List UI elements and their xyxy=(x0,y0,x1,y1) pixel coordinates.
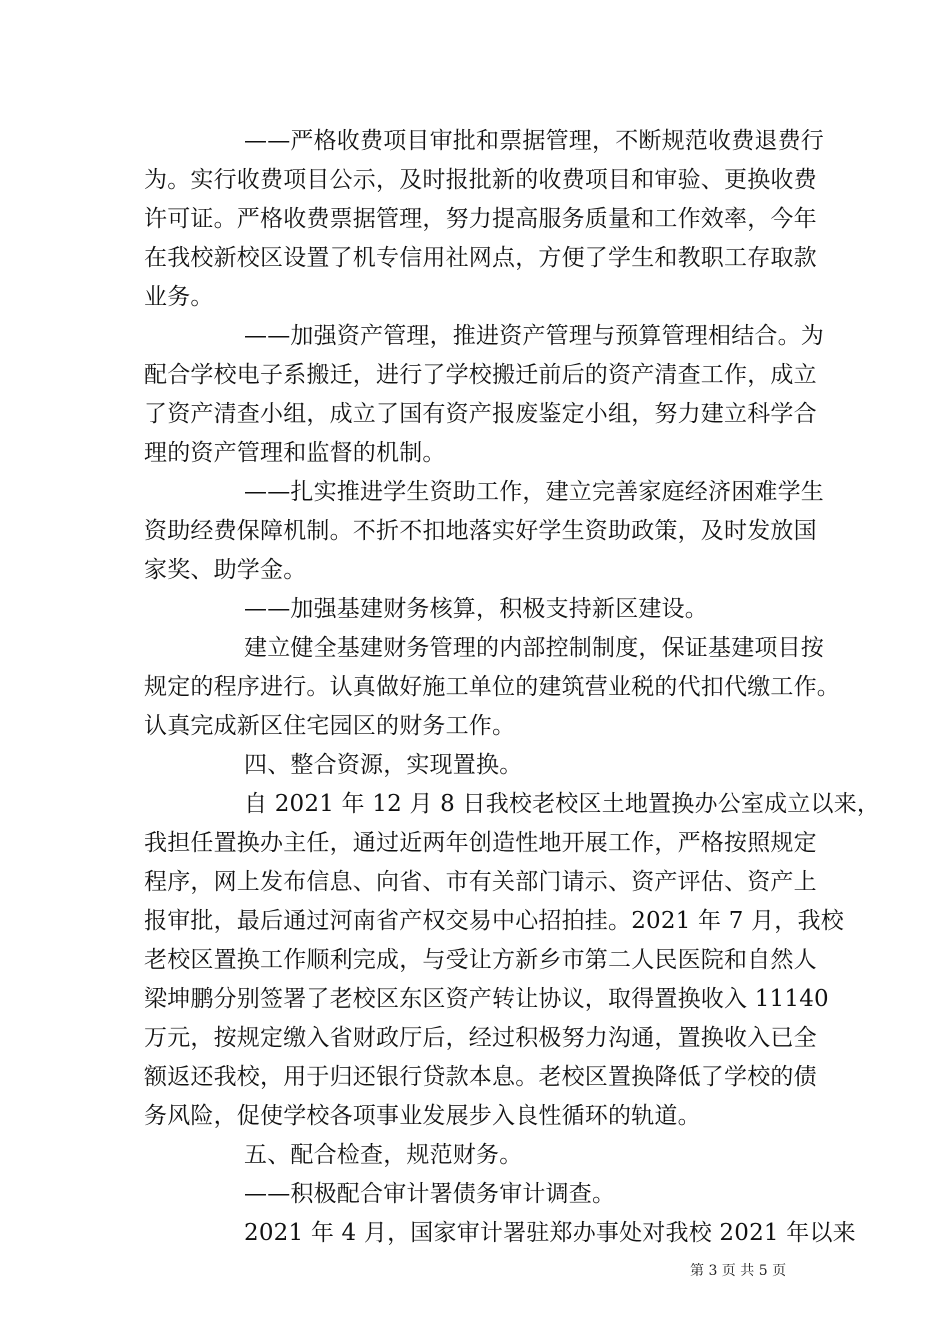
paragraph-line: 额返还我校，用于归还银行贷款本息。老校区置换降低了学校的债 xyxy=(144,1064,817,1090)
paragraph-line: 家奖、助学金。 xyxy=(144,557,307,583)
paragraph-line: 理的资产管理和监督的机制。 xyxy=(144,440,446,466)
paragraph-line: ——积极配合审计署债务审计调查。 xyxy=(244,1181,616,1207)
paragraph-line: 务风险，促使学校各项事业发展步入良性循环的轨道。 xyxy=(144,1103,701,1129)
paragraph-line: 2021 年 4 月，国家审计署驻郑办事处对我校 2021 年以来 xyxy=(244,1220,856,1246)
paragraph-line: 程序，网上发布信息、向省、市有关部门请示、资产评估、资产上 xyxy=(144,869,817,895)
paragraph-line: 规定的程序进行。认真做好施工单位的建筑营业税的代扣代缴工作。 xyxy=(144,674,840,700)
paragraph-line: 万元，按规定缴入省财政厅后，经过积极努力沟通，置换收入已全 xyxy=(144,1025,817,1051)
paragraph-line: ——严格收费项目审批和票据管理，不断规范收费退费行 xyxy=(244,128,824,154)
section-heading: 四、整合资源，实现置换。 xyxy=(244,752,523,778)
paragraph-line: 梁坤鹏分别签署了老校区东区资产转让协议，取得置换收入 11140 xyxy=(144,986,829,1012)
paragraph-line: 自 2021 年 12 月 8 日我校老校区土地置换办公室成立以来， xyxy=(244,791,881,817)
paragraph-line: 在我校新校区设置了机专信用社网点，方便了学生和教职工存取款 xyxy=(144,245,817,271)
paragraph-line: 业务。 xyxy=(144,284,214,310)
page-number: 第 3 页 共 5 页 xyxy=(690,1263,787,1279)
paragraph-line: 我担任置换办主任，通过近两年创造性地开展工作，严格按照规定 xyxy=(144,830,817,856)
paragraph-line: 配合学校电子系搬迁，进行了学校搬迁前后的资产清查工作，成立 xyxy=(144,362,817,388)
paragraph-line: 了资产清查小组，成立了国有资产报废鉴定小组，努力建立科学合 xyxy=(144,401,817,427)
paragraph-line: 为。实行收费项目公示，及时报批新的收费项目和审验、更换收费 xyxy=(144,167,817,193)
section-heading: 五、配合检查，规范财务。 xyxy=(244,1142,523,1168)
paragraph-line: 建立健全基建财务管理的内部控制制度，保证基建项目按 xyxy=(244,635,824,661)
paragraph-line: 老校区置换工作顺利完成，与受让方新乡市第二人民医院和自然人 xyxy=(144,947,817,973)
paragraph-line: 资助经费保障机制。不折不扣地落实好学生资助政策，及时发放国 xyxy=(144,518,817,544)
paragraph-line: ——加强资产管理，推进资产管理与预算管理相结合。为 xyxy=(244,323,824,349)
paragraph-line: ——加强基建财务核算，积极支持新区建设。 xyxy=(244,596,708,622)
paragraph-line: ——扎实推进学生资助工作，建立完善家庭经济困难学生 xyxy=(244,479,824,505)
paragraph-line: 报审批，最后通过河南省产权交易中心招拍挂。2021 年 7 月，我校 xyxy=(144,908,844,934)
paragraph-line: 许可证。严格收费票据管理，努力提高服务质量和工作效率，今年 xyxy=(144,206,817,232)
paragraph-line: 认真完成新区住宅园区的财务工作。 xyxy=(144,713,516,739)
